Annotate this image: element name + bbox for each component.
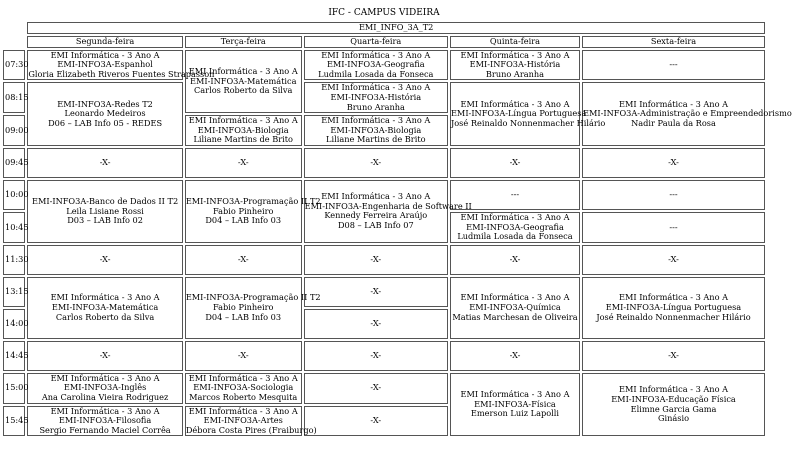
break-thu-1130: -X- [450, 245, 580, 275]
day-header-monday: Segunda-feira [27, 36, 182, 48]
cell-line: Emerson Luiz Lapolli [470, 408, 560, 419]
cell-line: EMI-INFO3A-Química [469, 301, 561, 312]
break-wed-1315: -X- [304, 277, 448, 307]
cell-line: EMI-INFO3A-Geografia [326, 59, 425, 70]
time-0730: 07:30 [3, 50, 25, 81]
slot-fri-0815 [582, 82, 792, 146]
cell-line: EMI Informática - 3 Ano A [619, 98, 729, 109]
cell-line: EMI-INFO3A-Engenharia de Software II [304, 200, 472, 211]
slot-mon-1000 [27, 180, 182, 243]
cell-line: EMI-INFO3A-História [330, 91, 422, 102]
slot-tue-1315 [185, 277, 321, 339]
cell-line: D03 – LAB Info 02 [67, 215, 143, 226]
break-thu-0945: -X- [450, 148, 580, 178]
cell-line: EMI Informática - 3 Ano A [619, 292, 729, 303]
time-1315: 13:15 [3, 277, 25, 307]
slot-fri-0730: --- [582, 50, 765, 81]
cell-line: EMI Informática - 3 Ano A [321, 49, 431, 60]
slot-mon-0815 [27, 82, 182, 146]
slot-tue-0730 [185, 50, 302, 114]
cell-line: Matias Marchesan de Oliveira [452, 311, 578, 322]
slot-fri-1045: --- [582, 212, 765, 243]
cell-line: Kennedy Ferreira Araújo [324, 210, 428, 221]
cell-line: EMI Informática - 3 Ano A [321, 82, 431, 93]
slot-tue-1000 [185, 180, 321, 243]
time-1545: 15:45 [3, 406, 25, 437]
cell-line: Gloria Elizabeth Riveros Fuentes Strapasson [28, 68, 215, 79]
time-1130: 11:30 [3, 245, 25, 275]
cell-line: Bruno Aranha [485, 68, 545, 79]
cell-line: EMI Informática - 3 Ano A [321, 115, 431, 126]
cell-line: D06 – LAB Info 05 - REDES [48, 117, 163, 128]
cell-line: EMI Informática - 3 Ano A [460, 98, 570, 109]
break-mon-0945: -X- [27, 148, 182, 178]
cell-line: EMI Informática - 3 Ano A [619, 384, 729, 395]
cell-line: Débora Costa Pires (Fraiburgo) [185, 424, 317, 435]
cell-line: Liliane Martins de Brito [193, 134, 293, 145]
cell-line: Sergio Fernando Maciel Corrêa [39, 424, 171, 435]
break-fri-0945: -X- [582, 148, 765, 178]
cell-line: EMI-INFO3A-Física [474, 398, 556, 409]
time-0900: 09:00 [3, 115, 25, 146]
slot-thu-0815 [450, 82, 606, 146]
slot-thu-1045 [450, 212, 580, 243]
cell-line: EMI-INFO3A-Língua Portuguesa [605, 301, 742, 312]
break-tue-1445: -X- [185, 341, 302, 371]
time-1500: 15:00 [3, 373, 25, 404]
cell-line: Leila Lisiane Rossi [66, 205, 144, 216]
slot-wed-1000 [304, 180, 472, 243]
slot-fri-1315 [582, 277, 765, 339]
cell-line: EMI-INFO3A-Administração e Empreendedorismo [583, 108, 792, 119]
time-1400: 14:00 [3, 309, 25, 339]
slot-mon-1500 [27, 373, 182, 404]
slot-tue-0900 [185, 115, 302, 146]
break-fri-1130: -X- [582, 245, 765, 275]
break-fri-1445: -X- [582, 341, 765, 371]
cell-line: José Reinaldo Nonnenmacher Hilário [450, 117, 606, 128]
cell-line: EMI Informática - 3 Ano A [50, 372, 160, 383]
cell-line: Leonardo Medeiros [64, 108, 146, 119]
slot-fri-1000: --- [582, 180, 765, 210]
slot-wed-0815 [304, 82, 448, 113]
cell-line: EMI Informática - 3 Ano A [188, 65, 298, 76]
break-tue-1130: -X- [185, 245, 302, 275]
cell-line: EMI-INFO3A-Inglês [63, 382, 147, 393]
slot-thu-0730 [450, 50, 580, 81]
cell-line: EMI Informática - 3 Ano A [460, 389, 570, 400]
break-thu-1445: -X- [450, 341, 580, 371]
cell-line: EMI-INFO3A-Biologia [197, 124, 289, 135]
cell-line: Elimne Garcia Gama [630, 403, 717, 414]
slot-thu-1000: --- [450, 180, 580, 210]
cell-line: EMI-INFO3A-Matemática [190, 75, 297, 86]
class-name-header: EMI_INFO_3A_T2 [27, 22, 765, 34]
cell-line: Marcos Roberto Mesquita [189, 391, 298, 402]
slot-mon-0730 [27, 49, 215, 81]
cell-line: Nadir Paula da Rosa [631, 117, 716, 128]
time-1445: 14:45 [3, 341, 25, 371]
cell-line: José Reinaldo Nonnenmacher Hilário [596, 311, 751, 322]
day-header-wednesday: Quarta-feira [304, 36, 448, 48]
cell-line: EMI-INFO3A-Programação II T2 [185, 292, 321, 303]
break-wed-0945: -X- [304, 148, 448, 178]
slot-tue-1545 [185, 405, 317, 437]
slot-thu-1500 [450, 373, 580, 437]
cell-line: EMI Informática - 3 Ano A [460, 211, 570, 222]
cell-line: Ana Carolina Vieira Rodriguez [41, 391, 169, 402]
break-wed-1400: -X- [304, 309, 448, 339]
cell-line: D08 – LAB Info 07 [337, 219, 414, 230]
time-0815: 08:15 [3, 82, 25, 113]
cell-line: EMI-INFO3A-Sociologia [193, 382, 294, 393]
cell-line: EMI Informática - 3 Ano A [188, 115, 298, 126]
time-1045: 10:45 [3, 212, 25, 243]
cell-line: D04 – LAB Info 03 [205, 311, 282, 322]
cell-line: EMI Informática - 3 Ano A [460, 49, 570, 60]
cell-line: Ludmila Losada da Fonseca [457, 231, 573, 242]
timetable [1, 20, 792, 438]
cell-line: Bruno Aranha [346, 101, 405, 112]
page-title: IFC - CAMPUS VIDEIRA [328, 8, 440, 18]
cell-line: EMI Informática - 3 Ano A [50, 405, 160, 416]
slot-wed-0900 [304, 115, 448, 146]
slot-fri-1500 [582, 373, 765, 437]
cell-line: EMI-INFO3A-Biologia [330, 124, 422, 135]
break-mon-1130: -X- [27, 245, 182, 275]
time-1000: 10:00 [3, 180, 25, 210]
cell-line: EMI-INFO3A-Educação Física [611, 393, 736, 404]
cell-line: EMI-INFO3A-História [469, 59, 561, 70]
cell-line: EMI-INFO3A-Espanhol [57, 59, 153, 70]
cell-line: EMI-INFO3A-Geografia [466, 221, 564, 232]
cell-line: Ludmila Losada da Fonseca [318, 68, 434, 79]
cell-line: D04 – LAB Info 03 [205, 215, 282, 226]
break-wed-1545: -X- [304, 406, 448, 437]
cell-line: Carlos Roberto da Silva [194, 85, 293, 96]
slot-mon-1315 [27, 277, 182, 339]
slot-mon-1545 [27, 406, 182, 437]
cell-line: EMI Informática - 3 Ano A [188, 405, 298, 416]
cell-line: EMI Informática - 3 Ano A [188, 372, 298, 383]
cell-line: EMI Informática - 3 Ano A [50, 49, 160, 60]
cell-line: EMI Informática - 3 Ano A [460, 292, 570, 303]
cell-line: EMI Informática - 3 Ano A [50, 292, 160, 303]
break-mon-1445: -X- [27, 341, 182, 371]
break-wed-1445: -X- [304, 341, 448, 371]
break-wed-1130: -X- [304, 245, 448, 275]
cell-line: EMI-INFO3A-Filosofia [58, 415, 152, 426]
break-wed-1500: -X- [304, 373, 448, 404]
slot-wed-0730 [304, 50, 448, 81]
day-header-friday: Sexta-feira [582, 36, 765, 48]
cell-line: Fabio Pinheiro [213, 205, 274, 216]
cell-line: EMI-INFO3A-Programação II T2 [185, 195, 321, 206]
cell-line: Fabio Pinheiro [213, 301, 274, 312]
cell-line: EMI-INFO3A-Banco de Dados II T2 [31, 195, 179, 206]
cell-line: Liliane Martins de Brito [326, 134, 426, 145]
slot-tue-1500 [185, 373, 302, 404]
time-0945: 09:45 [3, 148, 25, 178]
cell-line: EMI Informática - 3 Ano A [321, 191, 431, 202]
cell-line: EMI-INFO3A-Língua Portuguesa [450, 108, 587, 119]
cell-line: EMI-INFO3A-Artes [203, 415, 283, 426]
break-tue-0945: -X- [185, 148, 302, 178]
cell-line: EMI-INFO3A-Matemática [51, 301, 159, 312]
cell-line: EMI-INFO3A-Redes T2 [57, 98, 153, 109]
slot-thu-1315 [450, 277, 580, 339]
day-header-tuesday: Terça-feira [185, 36, 302, 48]
cell-line: Carlos Roberto da Silva [55, 311, 155, 322]
day-header-thursday: Quinta-feira [450, 36, 580, 48]
cell-line: Ginásio [657, 413, 690, 424]
